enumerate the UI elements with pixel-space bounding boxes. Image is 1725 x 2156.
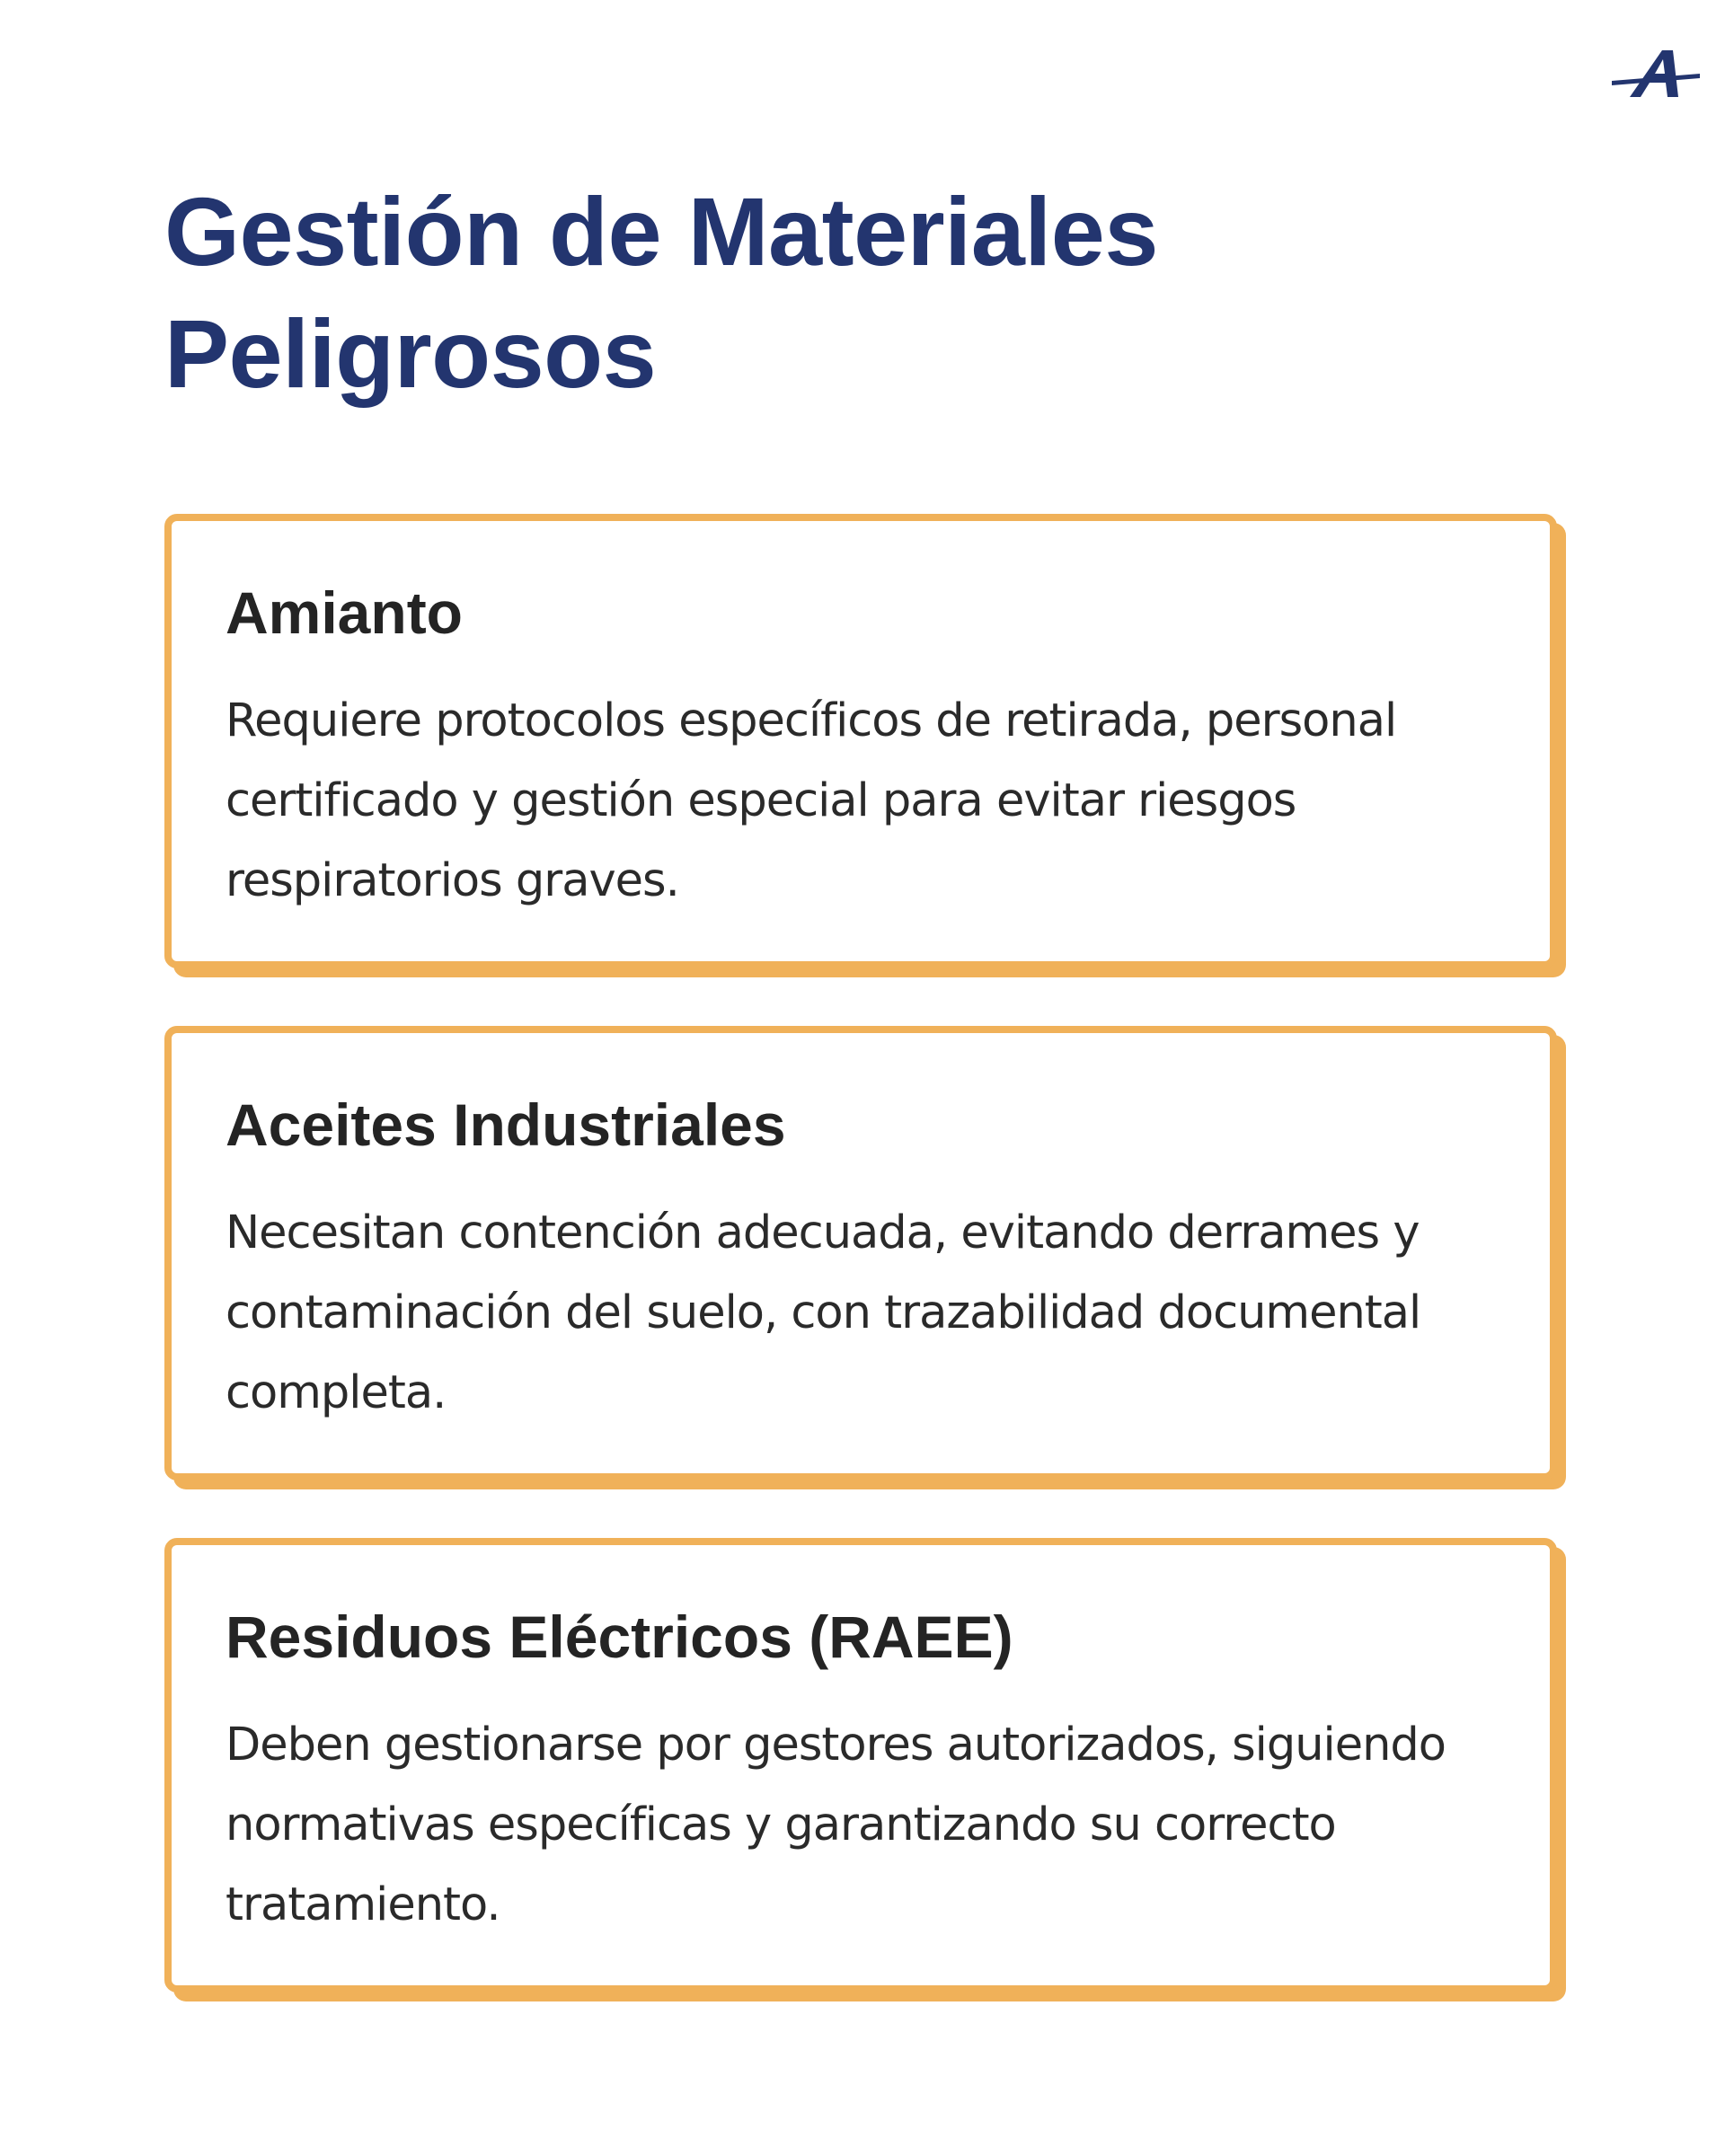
card-description: Deben gestionarse por gestores autorizados, siguiendo normativas específicas y garantizando su correcto tratamiento. xyxy=(226,1719,1446,1931)
card-amianto xyxy=(164,514,1557,968)
card-description: Requiere protocolos específicos de retirada, personal certificado y gestión especial para evitar riesgos respiratorios graves. xyxy=(226,694,1397,907)
card-title: Residuos Eléctricos (RAEE) xyxy=(226,1604,1013,1670)
page-title: Gestión de Materiales Peligrosos xyxy=(164,177,1158,408)
letter-a-logo-icon xyxy=(1610,47,1702,99)
card-residuos-electricos xyxy=(164,1538,1557,1993)
card-title: Amianto xyxy=(226,579,463,646)
card-title: Aceites Industriales xyxy=(226,1091,786,1158)
card-description: Necesitan contención adecuada, evitando derrames y contaminación del suelo, con trazabilidad documental completa. xyxy=(226,1206,1421,1419)
card-aceites-industriales xyxy=(164,1026,1557,1480)
